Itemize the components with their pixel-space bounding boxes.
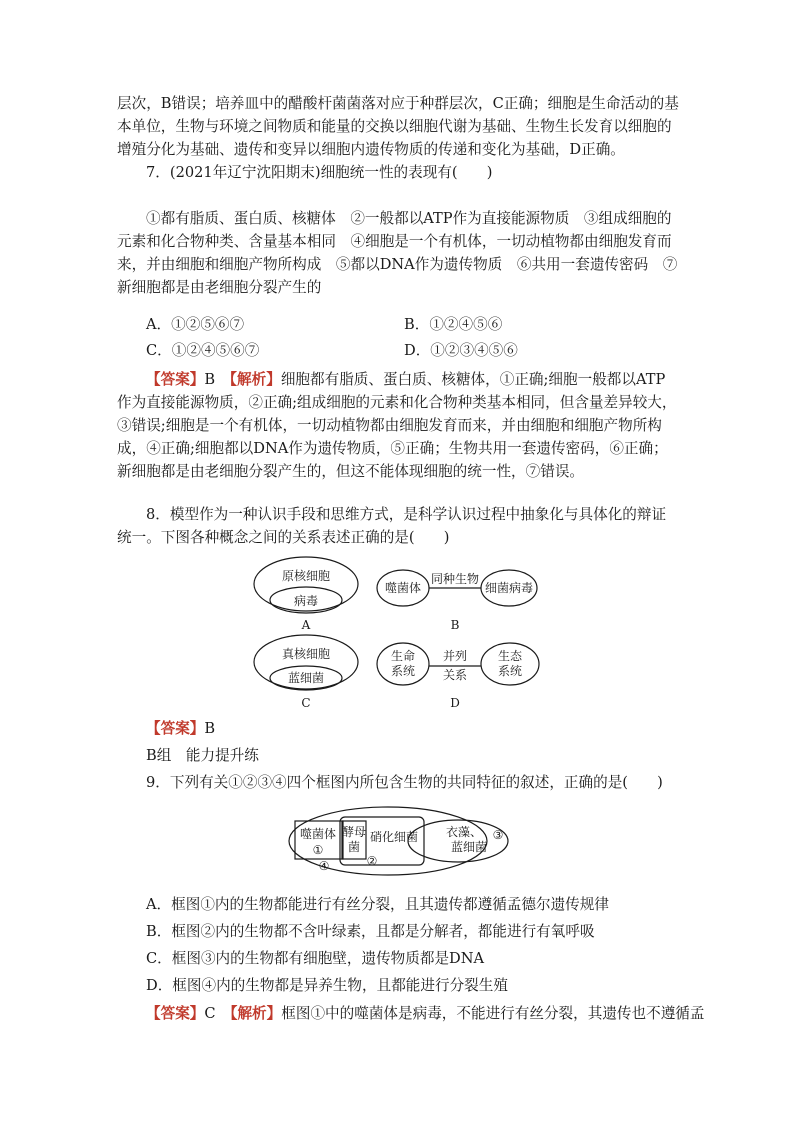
answer-tag: 【答案】	[146, 1005, 205, 1022]
b-caption: B	[450, 618, 460, 632]
section-b-heading: B组 能力提升练	[146, 747, 259, 764]
q8-concept-diagram	[240, 556, 560, 716]
q8-answer: B	[204, 720, 216, 737]
c-inner-label: 蓝细菌	[287, 671, 325, 685]
c-outer-label: 真核细胞	[281, 647, 331, 661]
q9-stem: 9．下列有关①②③④四个框图内所包含生物的共同特征的叙述，正确的是( )	[146, 774, 663, 791]
algae-label-1: 衣藻、	[445, 825, 483, 839]
q9-option-b: B．框图②内的生物都不含叶绿素，且都是分解者，都能进行有氧呼吸	[146, 923, 595, 940]
q7-items: ①都有脂质、蛋白质、核糖体 ②一般都以ATP作为直接能源物质 ③组成细胞的元素和化合物种类、含量基本相同 ④细胞是一个有机体，一切动植物都由细胞发育而来，并由细胞和细胞产物所构成 ⑤都以DNA作为遗传物质 ⑥共用一套遗传密码 ⑦新细胞都是由老细胞分裂产生的	[117, 210, 678, 296]
q7-answer: B	[204, 371, 216, 388]
q7-option-b: B．①②④⑤⑥	[404, 316, 503, 333]
q9-venn-diagram	[280, 806, 520, 886]
a-caption: A	[301, 618, 311, 632]
d-link-label-1: 并列	[442, 649, 468, 663]
d-link-label-2: 关系	[442, 668, 468, 682]
q7-answer-block	[117, 368, 679, 483]
box-3-number: ③	[492, 828, 504, 842]
q6-explanation-tail: 层次，B错误；培养皿中的醋酸杆菌菌落对应于种群层次，C正确；细胞是生命活动的基本单位，生物与环境之间物质和能量的交换以细胞代谢为基础、生物生长发育以细胞的增殖分化为基础、遗传和变异以细胞内遗传物质的传递和变化为基础，D正确。	[117, 95, 679, 158]
d-right-label-1: 生态	[497, 649, 523, 663]
answer-tag: 【答案】	[146, 371, 205, 388]
a-outer-label: 原核细胞	[281, 569, 331, 583]
d-left-label-1: 生命	[390, 649, 416, 663]
c-caption: C	[301, 696, 311, 710]
yeast-label-2: 菌	[347, 840, 361, 854]
q7-option-a: A．①②⑤⑥⑦	[146, 316, 245, 333]
q8-stem: 8．模型作为一种认识手段和思维方式，是科学认识过程中抽象化与具体化的辩证统一。下图各种概念之间的关系表述正确的是( )	[117, 506, 667, 546]
a-inner-label: 病毒	[293, 594, 319, 608]
q9-analysis: 框图①中的噬菌体是病毒，不能进行有丝分裂，其遗传也不遵循孟	[281, 1005, 705, 1022]
box-1-number: ①	[312, 843, 324, 857]
analysis-tag: 【解析】	[230, 1005, 282, 1022]
nitrifying-bacteria-label: 硝化细菌	[369, 830, 419, 844]
d-left-label-2: 系统	[390, 664, 416, 678]
q7-option-c: C．①②④⑤⑥⑦	[146, 342, 260, 359]
b-link-label: 同种生物	[430, 572, 480, 586]
phage-label: 噬菌体	[299, 827, 337, 841]
q9-option-c: C．框图③内的生物都有细胞壁，遗传物质都是DNA	[146, 950, 485, 967]
box-4-number: ④	[318, 859, 330, 873]
q8-answer-block	[146, 717, 215, 740]
yeast-label-1: 酵母	[341, 825, 367, 839]
answer-tag: 【答案】	[146, 720, 205, 737]
algae-label-2: 蓝细菌	[450, 840, 488, 854]
b-left-label: 噬菌体	[384, 581, 422, 595]
q7-stem: 7．(2021年辽宁沈阳期末)细胞统一性的表现有( )	[146, 164, 493, 181]
box-2-number: ②	[366, 854, 378, 868]
q9-option-d: D．框图④内的生物都是异养生物，且都能进行分裂生殖	[146, 977, 508, 994]
d-caption: D	[450, 696, 460, 710]
analysis-tag: 【解析】	[229, 371, 281, 388]
q9-answer: C	[204, 1005, 216, 1022]
d-right-label-2: 系统	[497, 664, 523, 678]
q9-answer-block	[146, 1002, 704, 1025]
q7-option-d: D．①②③④⑤⑥	[404, 342, 518, 359]
q9-option-a: A．框图①内的生物都能进行有丝分裂，且其遗传都遵循孟德尔遗传规律	[146, 896, 609, 913]
q7-analysis: 细胞都有脂质、蛋白质、核糖体，①正确;细胞一般都以ATP作为直接能源物质，②正确;组成细胞的元素和化合物种类基本相同，但含量差异较大，③错误;细胞是一个有机体，一切动植物都由细胞发育而来，并由细胞和细胞产物所构成，④正确;细胞都以DNA作为遗传物质，⑤正确；生物共用一套遗传密码，⑥正确；新细胞都是由老细胞分裂产生的，但这不能体现细胞的统一性，⑦错误。	[117, 371, 677, 480]
b-right-label: 细菌病毒	[484, 581, 534, 595]
